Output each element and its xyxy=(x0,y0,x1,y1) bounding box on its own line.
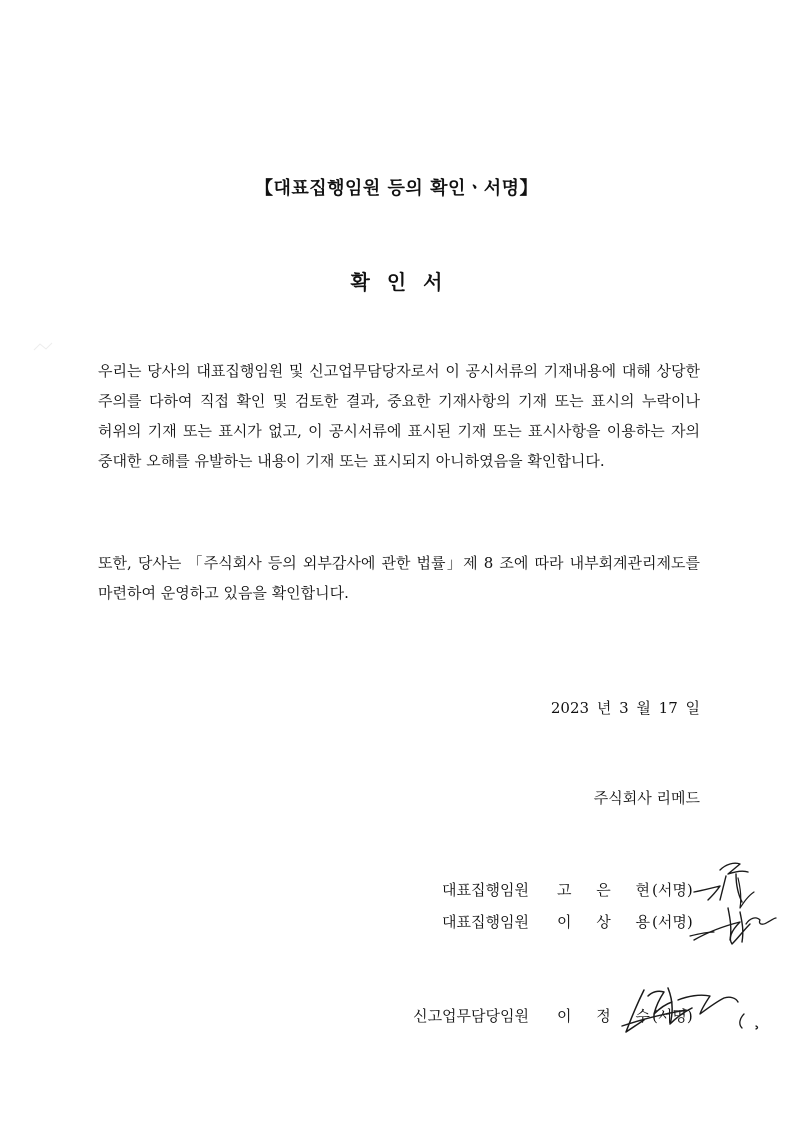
signatory-name: 고 은 현 xyxy=(557,881,661,899)
signature-label: (서명) xyxy=(652,881,693,899)
signatory-name: 이 상 용 xyxy=(557,913,661,931)
signature-label: (서명) xyxy=(652,913,693,931)
signatory-name: 이 정 수 xyxy=(557,1007,661,1025)
document-date: 2023 년 3 월 17 일 xyxy=(550,699,700,717)
handwritten-signature xyxy=(618,978,768,1044)
signatory-role: 대표집행임원 xyxy=(442,913,529,931)
section-title: 【대표집행임원 등의 확인ㆍ서명】 xyxy=(254,178,539,199)
scan-artifact xyxy=(32,340,54,354)
signatory-role: 신고업무담당임원 xyxy=(413,1007,529,1025)
company-name: 주식회사 리메드 xyxy=(593,789,700,807)
internal-control-paragraph: 또한, 당사는 「주식회사 등의 외부감사에 관한 법률」제 8 조에 따라 내부회계관리제도를 마련하여 운영하고 있음을 확인합니다. xyxy=(98,554,700,602)
confirmation-paragraph: 우리는 당사의 대표집행임원 및 신고업무담당자로서 이 공시서류의 기재내용에 대해 상당한 주의를 다하여 직접 확인 및 검토한 결과, 중요한 기재사항의 기재 또는 표시의 누락이나 허위의 기재 또는 표시가 없고, 이 공시서류에 표시된 기재 또는 표시사항을 이용하는 자의 중대한 오해를 유발하는 내용이 기재 또는 표시되지 아니하였음을 확인합니다. xyxy=(98,362,700,470)
signatory-role: 대표집행임원 xyxy=(442,881,529,899)
signature-label: (서명) xyxy=(652,1007,693,1025)
document-title: 확 인 서 xyxy=(350,270,443,294)
handwritten-signature xyxy=(688,888,778,958)
